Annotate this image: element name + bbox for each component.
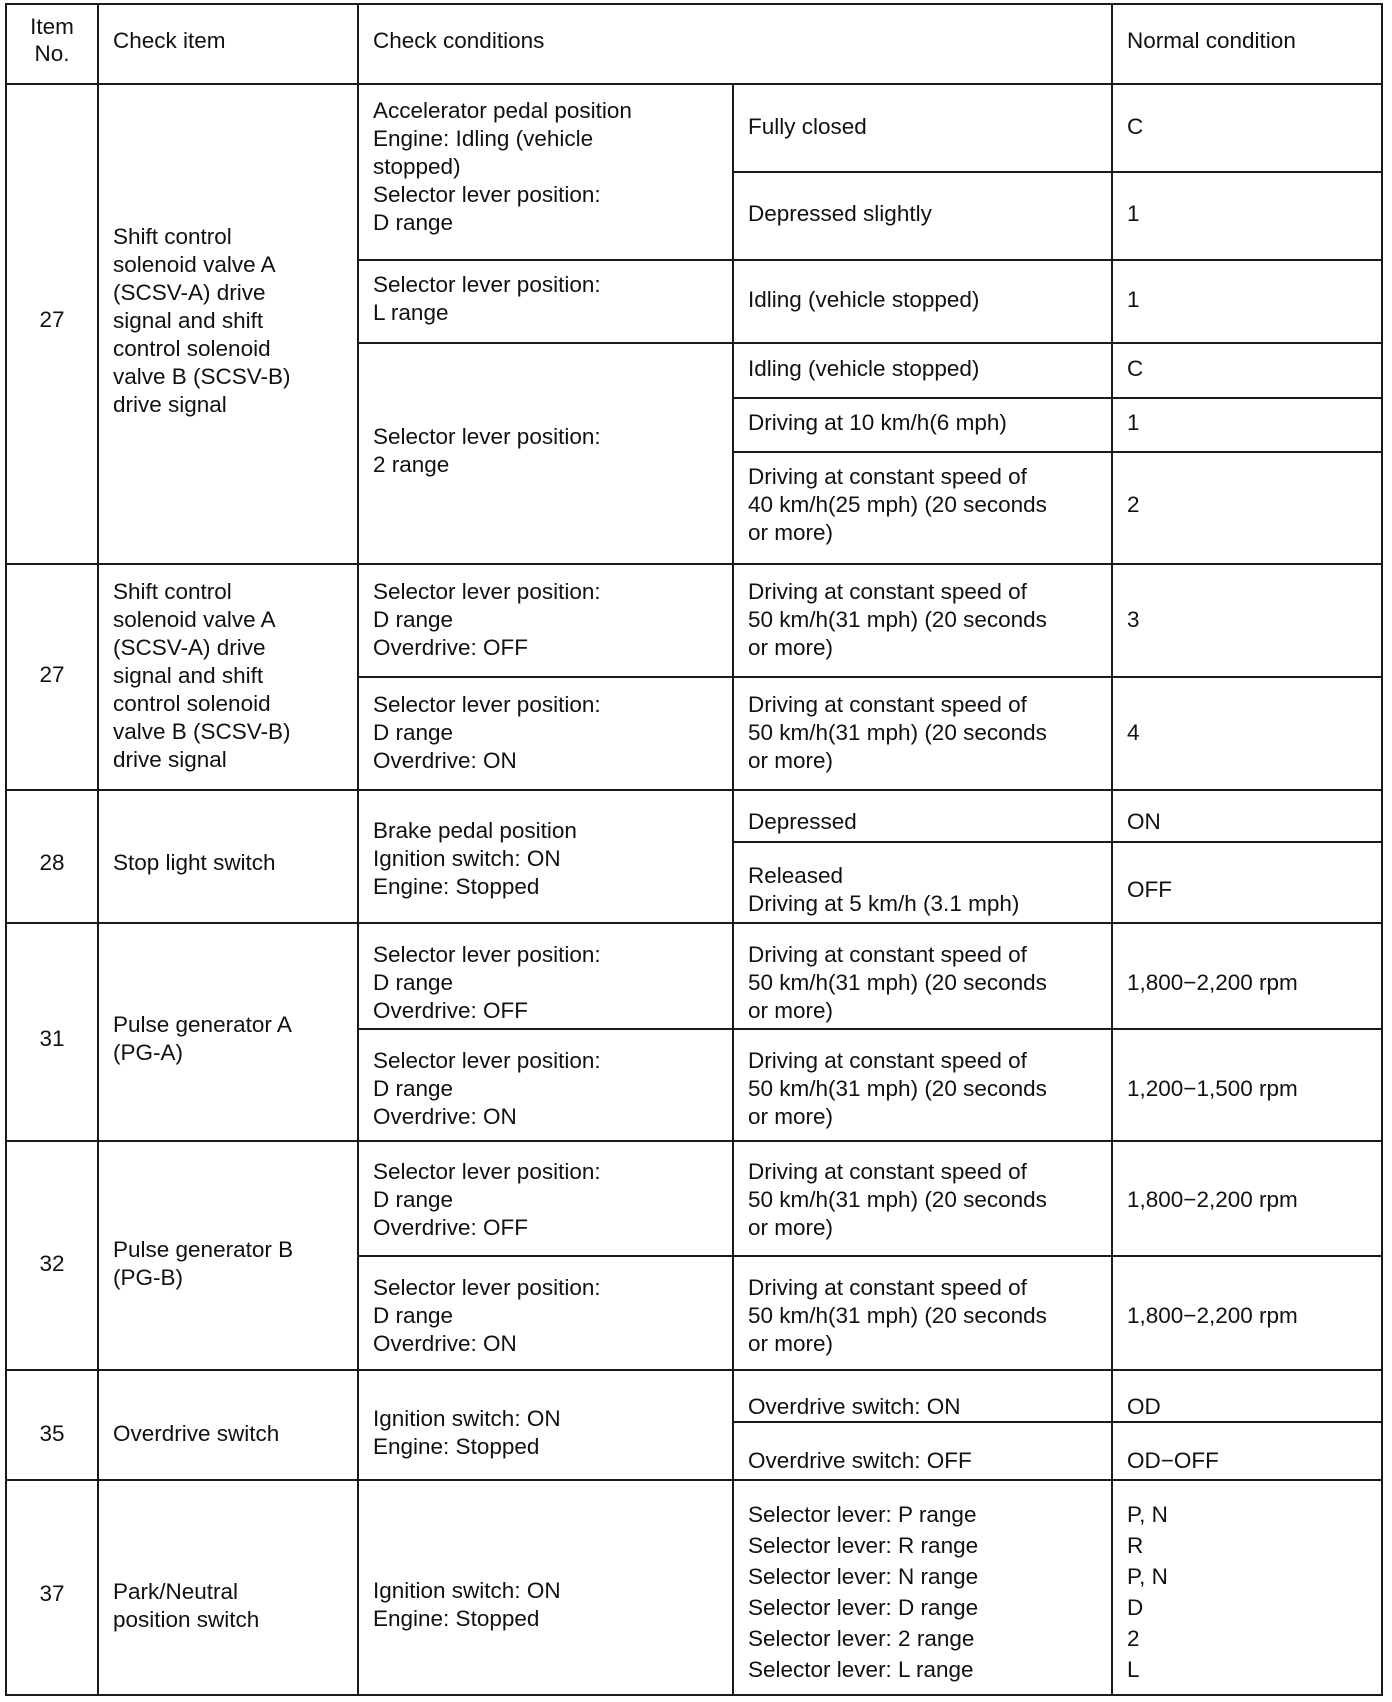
- check-condition: Selector lever position: D range Overdrive: OFF: [373, 942, 601, 1023]
- row-rule: [357, 1028, 1383, 1030]
- row-rule: [357, 342, 1383, 344]
- normal-value: 1,200−1,500 rpm: [1127, 1076, 1298, 1101]
- header-check-conditions: Check conditions: [373, 28, 545, 53]
- sub-condition: Driving at constant speed of 50 km/h(31 mph) (20 seconds or more): [748, 942, 1047, 1023]
- sub-condition: Driving at constant speed of 50 km/h(31 mph) (20 seconds or more): [748, 579, 1047, 660]
- group-rule: [5, 922, 1383, 924]
- group-rule: [5, 1369, 1383, 1371]
- normal-value: ON: [1127, 809, 1161, 834]
- row-rule: [732, 1421, 1383, 1423]
- row-rule: [357, 1255, 1383, 1257]
- normal-value: 1,800−2,200 rpm: [1127, 1187, 1298, 1212]
- sub-condition: Overdrive switch: ON: [748, 1394, 961, 1419]
- sub-condition: Fully closed: [748, 114, 867, 139]
- table-border-top: [5, 3, 1383, 5]
- row-rule: [732, 397, 1383, 399]
- sub-condition: Driving at constant speed of 50 km/h(31 mph) (20 seconds or more): [748, 1275, 1047, 1356]
- header-rule: [5, 83, 1383, 85]
- item-number: 32: [39, 1251, 65, 1276]
- sub-condition: Driving at constant speed of 50 km/h(31 mph) (20 seconds or more): [748, 1048, 1047, 1129]
- column-rule: [732, 83, 734, 1696]
- check-item: Pulse generator A (PG-A): [113, 1012, 292, 1065]
- header-item-no: Item No.: [30, 14, 74, 66]
- item-number: 28: [39, 850, 65, 875]
- group-rule: [5, 1479, 1383, 1481]
- check-condition: Selector lever position: L range: [373, 272, 601, 325]
- sub-condition-list: Selector lever: P range Selector lever: R range Selector lever: N range Selector lever: D range Selector lever: 2 range Selector lever: L range: [748, 1502, 979, 1682]
- normal-value: 1: [1127, 287, 1140, 312]
- check-condition: Ignition switch: ON Engine: Stopped: [373, 1406, 561, 1459]
- sub-condition: Driving at constant speed of 50 km/h(31 mph) (20 seconds or more): [748, 1159, 1047, 1240]
- row-rule: [732, 451, 1383, 453]
- normal-value: OD: [1127, 1394, 1161, 1419]
- group-rule: [5, 789, 1383, 791]
- check-item: Stop light switch: [113, 850, 276, 875]
- sub-condition: Driving at 10 km/h(6 mph): [748, 410, 1007, 435]
- item-number: 35: [39, 1421, 65, 1446]
- check-item: Shift control solenoid valve A (SCSV-A) drive signal and shift control solenoid valve B (SCSV-B) drive signal: [113, 579, 291, 772]
- table-border-right: [1381, 3, 1383, 1696]
- check-condition: Selector lever position: 2 range: [373, 424, 601, 477]
- check-item: Overdrive switch: [113, 1421, 280, 1446]
- sub-condition: Depressed: [748, 809, 857, 834]
- sub-condition: Overdrive switch: OFF: [748, 1448, 972, 1473]
- check-item: Shift control solenoid valve A (SCSV-A) drive signal and shift control solenoid valve B (SCSV-B) drive signal: [113, 224, 291, 417]
- column-rule: [357, 3, 359, 1696]
- check-condition: Selector lever position: D range Overdrive: ON: [373, 1275, 601, 1356]
- check-condition: Selector lever position: D range Overdrive: OFF: [373, 579, 601, 660]
- sub-condition: Idling (vehicle stopped): [748, 356, 980, 381]
- normal-value: C: [1127, 114, 1144, 139]
- item-number: 27: [39, 307, 65, 332]
- sub-condition: Released Driving at 5 km/h (3.1 mph): [748, 863, 1020, 916]
- header-normal-condition: Normal condition: [1127, 28, 1296, 53]
- normal-value: 1,800−2,200 rpm: [1127, 1303, 1298, 1328]
- normal-value: 1: [1127, 410, 1140, 435]
- group-rule: [5, 1140, 1383, 1142]
- normal-value-list: P, N R P, N D 2 L: [1127, 1502, 1168, 1682]
- header-check-item: Check item: [113, 28, 226, 53]
- check-condition: Brake pedal position Ignition switch: ON Engine: Stopped: [373, 818, 577, 899]
- group-rule: [5, 563, 1383, 565]
- check-condition: Selector lever position: D range Overdrive: ON: [373, 1048, 601, 1129]
- normal-value: 1,800−2,200 rpm: [1127, 970, 1298, 995]
- check-table: [5, 3, 1383, 1696]
- column-rule: [97, 3, 99, 1696]
- item-number: 31: [39, 1026, 65, 1051]
- sub-condition: Driving at constant speed of 40 km/h(25 mph) (20 seconds or more): [748, 464, 1047, 545]
- row-rule: [732, 841, 1383, 843]
- normal-value: OFF: [1127, 877, 1172, 902]
- item-number: 27: [39, 662, 65, 687]
- normal-value: 3: [1127, 607, 1140, 632]
- check-condition: Accelerator pedal position Engine: Idling (vehicle stopped) Selector lever position: D range: [373, 98, 632, 235]
- normal-value: 4: [1127, 720, 1140, 745]
- item-number: 37: [39, 1581, 65, 1606]
- check-condition: Selector lever position: D range Overdrive: ON: [373, 692, 601, 773]
- normal-value: 2: [1127, 492, 1140, 517]
- sub-condition: Driving at constant speed of 50 km/h(31 mph) (20 seconds or more): [748, 692, 1047, 773]
- check-item: Park/Neutral position switch: [113, 1579, 260, 1632]
- check-item: Pulse generator B (PG-B): [113, 1237, 294, 1290]
- sub-condition: Depressed slightly: [748, 201, 932, 226]
- normal-value: C: [1127, 356, 1144, 381]
- normal-value: 1: [1127, 201, 1140, 226]
- row-rule: [732, 171, 1383, 173]
- row-rule: [357, 676, 1383, 678]
- column-rule: [1111, 3, 1113, 1696]
- normal-value: OD−OFF: [1127, 1448, 1219, 1473]
- check-condition: Selector lever position: D range Overdrive: OFF: [373, 1159, 601, 1240]
- row-rule: [357, 259, 1383, 261]
- table-border-bottom: [5, 1694, 1383, 1696]
- check-condition: Ignition switch: ON Engine: Stopped: [373, 1578, 561, 1631]
- sub-condition: Idling (vehicle stopped): [748, 287, 980, 312]
